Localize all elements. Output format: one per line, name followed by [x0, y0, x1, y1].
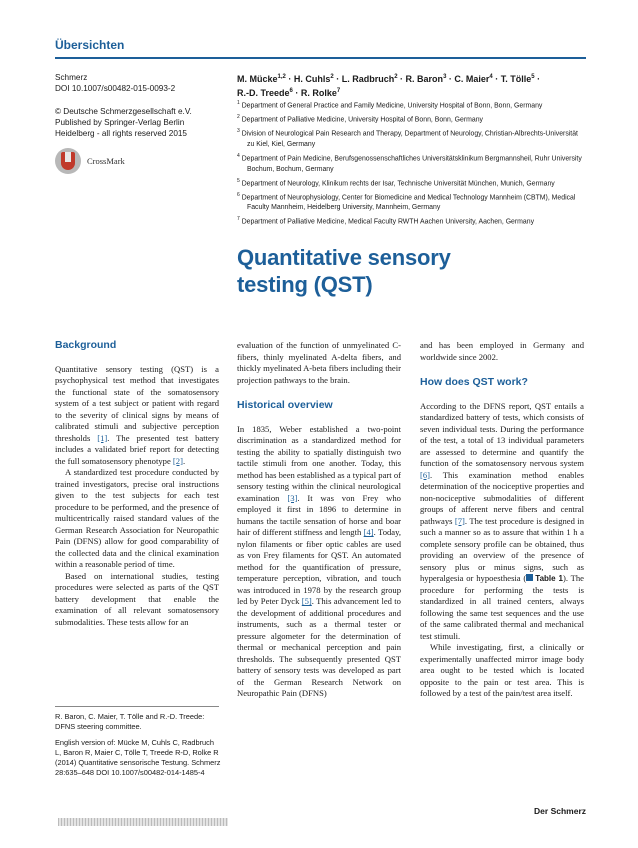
- title-line-1: Quantitative sensory: [237, 245, 451, 270]
- paragraph: A standardized test procedure conducted by trained investigators, precise oral instructions given to the test subjects for each test procedure to be performed, and the presence of multicentrically raised standard values of the German Research Association for Neuropathic Pain (DFNS) allow for good comparability of the collected data and the clinical examination within a reasonable period of time.: [55, 467, 219, 569]
- footnotes: [55, 712, 221, 784]
- author-list: [237, 71, 587, 99]
- heading-historical-overview: Historical overview: [237, 399, 333, 411]
- affiliation-1: $^1$ Department of General Practice and Family Medicine, University Hospital of Bonn, Bonn, Germany: [237, 100, 543, 110]
- section-label: Übersichten: [55, 38, 125, 52]
- affiliation-3: $^3$ Division of Neurological Pain Research and Therapy, Department of Neurology, Christian-Albrechts-Universität zu Kiel, Kiel, Germany: [237, 128, 578, 149]
- journal-name: Schmerz: [55, 73, 88, 82]
- crossmark-label: CrossMark: [87, 156, 125, 166]
- affiliation-7: $^7$ Department of Palliative Medicine, Medical Faculty RWTH Aachen University, Aachen, Germany: [237, 216, 535, 226]
- column-2: [237, 340, 401, 700]
- table-icon: [526, 574, 533, 581]
- heading-how-does-qst-work: How does QST work?: [420, 376, 528, 388]
- paragraph: and has been employed in Germany and worldwide since 2002.: [420, 340, 584, 362]
- citation-link[interactable]: [4]: [363, 527, 374, 537]
- paragraph: Quantitative sensory testing (QST) is a psychophysical test method that investigates the functional state of the somatosensory system of a test subject or patient with regard to the severity of clinical signs by means of calibrated stimuli and subjective perception thresholds [1]. The presented test battery includes a validated brief report for detecting the full somatosensory phenotype [2].: [55, 363, 219, 466]
- citation-link[interactable]: [2]: [172, 455, 183, 466]
- citation-link[interactable]: [1]: [97, 432, 108, 443]
- paragraph: evaluation of the function of unmyelinated C-fibers, thinly myelinated A-delta fibers, and thickly myelinated A-beta fibers including their projection pathways to the brain.: [237, 340, 401, 385]
- crossmark-icon: [55, 148, 81, 174]
- citation-link[interactable]: [5]: [301, 596, 312, 606]
- footer-stripe: [58, 818, 228, 826]
- citation-link[interactable]: [3]: [287, 492, 298, 503]
- paragraph: In 1835, Weber established a two-point discrimination as a standardized method for testing the ability to spatially distinguish two tactile stimuli from one another. Today, this method has been established as a typical part of sensory testing within the clinical neurological examination [3]. It was von Frey who employed it first in 1896 to determine in humans the tactile sensation of horse and boar hair of different stiffness and length [4]. Today, nylon filaments or fiber optic cables are used as von Frey filaments for QST. An automated method for the quantification of pressure, temperature perception, vibration, and touch was introduced in 1978 by the research group led by Peter Dyck [5]. This advancement led to the development of additional procedures and instruments, such as a thermal tester or pressure algometer for the determination of thermal or mechanical perception and pain thresholds. The subsequently presented QST battery of sensory tests was developed as part of the German Research Network on Neuropathic Pain (DFNS): [237, 423, 401, 698]
- affiliation-5: $^5$ Department of Neurology, Klinikum rechts der Isar, Technische Universität München, Munich, Germany: [237, 177, 555, 187]
- footnote-1: R. Baron, C. Maier, T. Tölle and R.-D. Treede: DFNS steering committee.: [55, 712, 205, 731]
- footnote-rule: [55, 706, 219, 707]
- table-reference[interactable]: Table 1: [526, 574, 563, 583]
- affiliations: [237, 98, 587, 228]
- paragraph: According to the DFNS report, QST entails a standardized battery of tests, which consists of seven individual tests. During the performance of the test, a total of 13 individual parameters are assessed to determine and quantify the function of the somatosensory nervous system [6]. This examination method enables determination of the nociceptive properties and non-nociceptive submodalities of different groups of afferent nerve fibers and central pathways [7]. The test procedure is designed in such a manner so as to assure that within 1 h a complete sensory profile can be obtained, thus providing an overview of the presence of sensory plus or minus signs, such as hyperalgesia or hypoesthesia ( Table 1). The procedure for performing the tests is standardized in all trained centers, always following the same test sequences and the use of the same calibrated thermal and mechanical test stimuli.: [420, 400, 584, 641]
- article-meta: [55, 72, 225, 139]
- affiliation-6: $^6$ Department of Neurophysiology, Center for Biomedicine and Medical Technology Mannheim (CBTM), Medical Faculty Mannheim, Heidelberg University, Mannheim, Germany: [237, 191, 576, 212]
- footnote-2: English version of: Mücke M, Cuhls C, Radbruch L, Baron R, Maier C, Tölle T, Treede R-D, Rolke R (2014) Quantitative sensorische Testung. Schmerz 28:635–648 DOI 10.1007/s00482-014-1485-4: [55, 738, 221, 777]
- column-1: [55, 340, 219, 628]
- article-title: [237, 244, 587, 298]
- author-line-2: R.-D. Treede$^6$ · R. Rolke$^7$: [237, 88, 341, 98]
- paragraph: While investigating, first, a clinically or experimentally unaffected mirror image body area ought to be tested which is located opposite to the pain or test area. This is followed by a test of the pain/test area itself.: [420, 642, 584, 698]
- citation-link[interactable]: [7]: [454, 515, 465, 526]
- column-3: [420, 340, 584, 700]
- header-rule: [55, 57, 586, 59]
- heading-background: Background: [55, 339, 117, 351]
- affiliation-4: $^4$ Department of Pain Medicine, Berufsgenossenschaftliches Universitätsklinikum Bergmannsheil, Ruhr University Bochum, Bochum, Germany: [237, 152, 582, 173]
- paragraph: Based on international studies, testing procedures were selected as parts of the QST battery development that enable the examination of all relevant somatosensory submodalities. These tests allow for an: [55, 570, 219, 627]
- copyright: © Deutsche Schmerzgesellschaft e.V. Published by Springer-Verlag Berlin Heidelberg - all rights reserved 2015: [55, 107, 192, 138]
- doi[interactable]: DOI 10.1007/s00482-015-0093-2: [55, 84, 176, 93]
- crossmark-badge[interactable]: [55, 148, 125, 174]
- citation-link[interactable]: [6]: [420, 469, 431, 480]
- affiliation-2: $^2$ Department of Palliative Medicine, University Hospital of Bonn, Bonn, Germany: [237, 114, 483, 124]
- journal-footer: Der Schmerz: [534, 806, 586, 816]
- title-line-2: testing (QST): [237, 272, 373, 297]
- author-line-1: M. Mücke$^{1,2}$ · H. Cuhls$^2$ · L. Radbruch$^2$ · R. Baron$^3$ · C. Maier$^4$ · T. Tölle$^5$ ·: [237, 74, 541, 84]
